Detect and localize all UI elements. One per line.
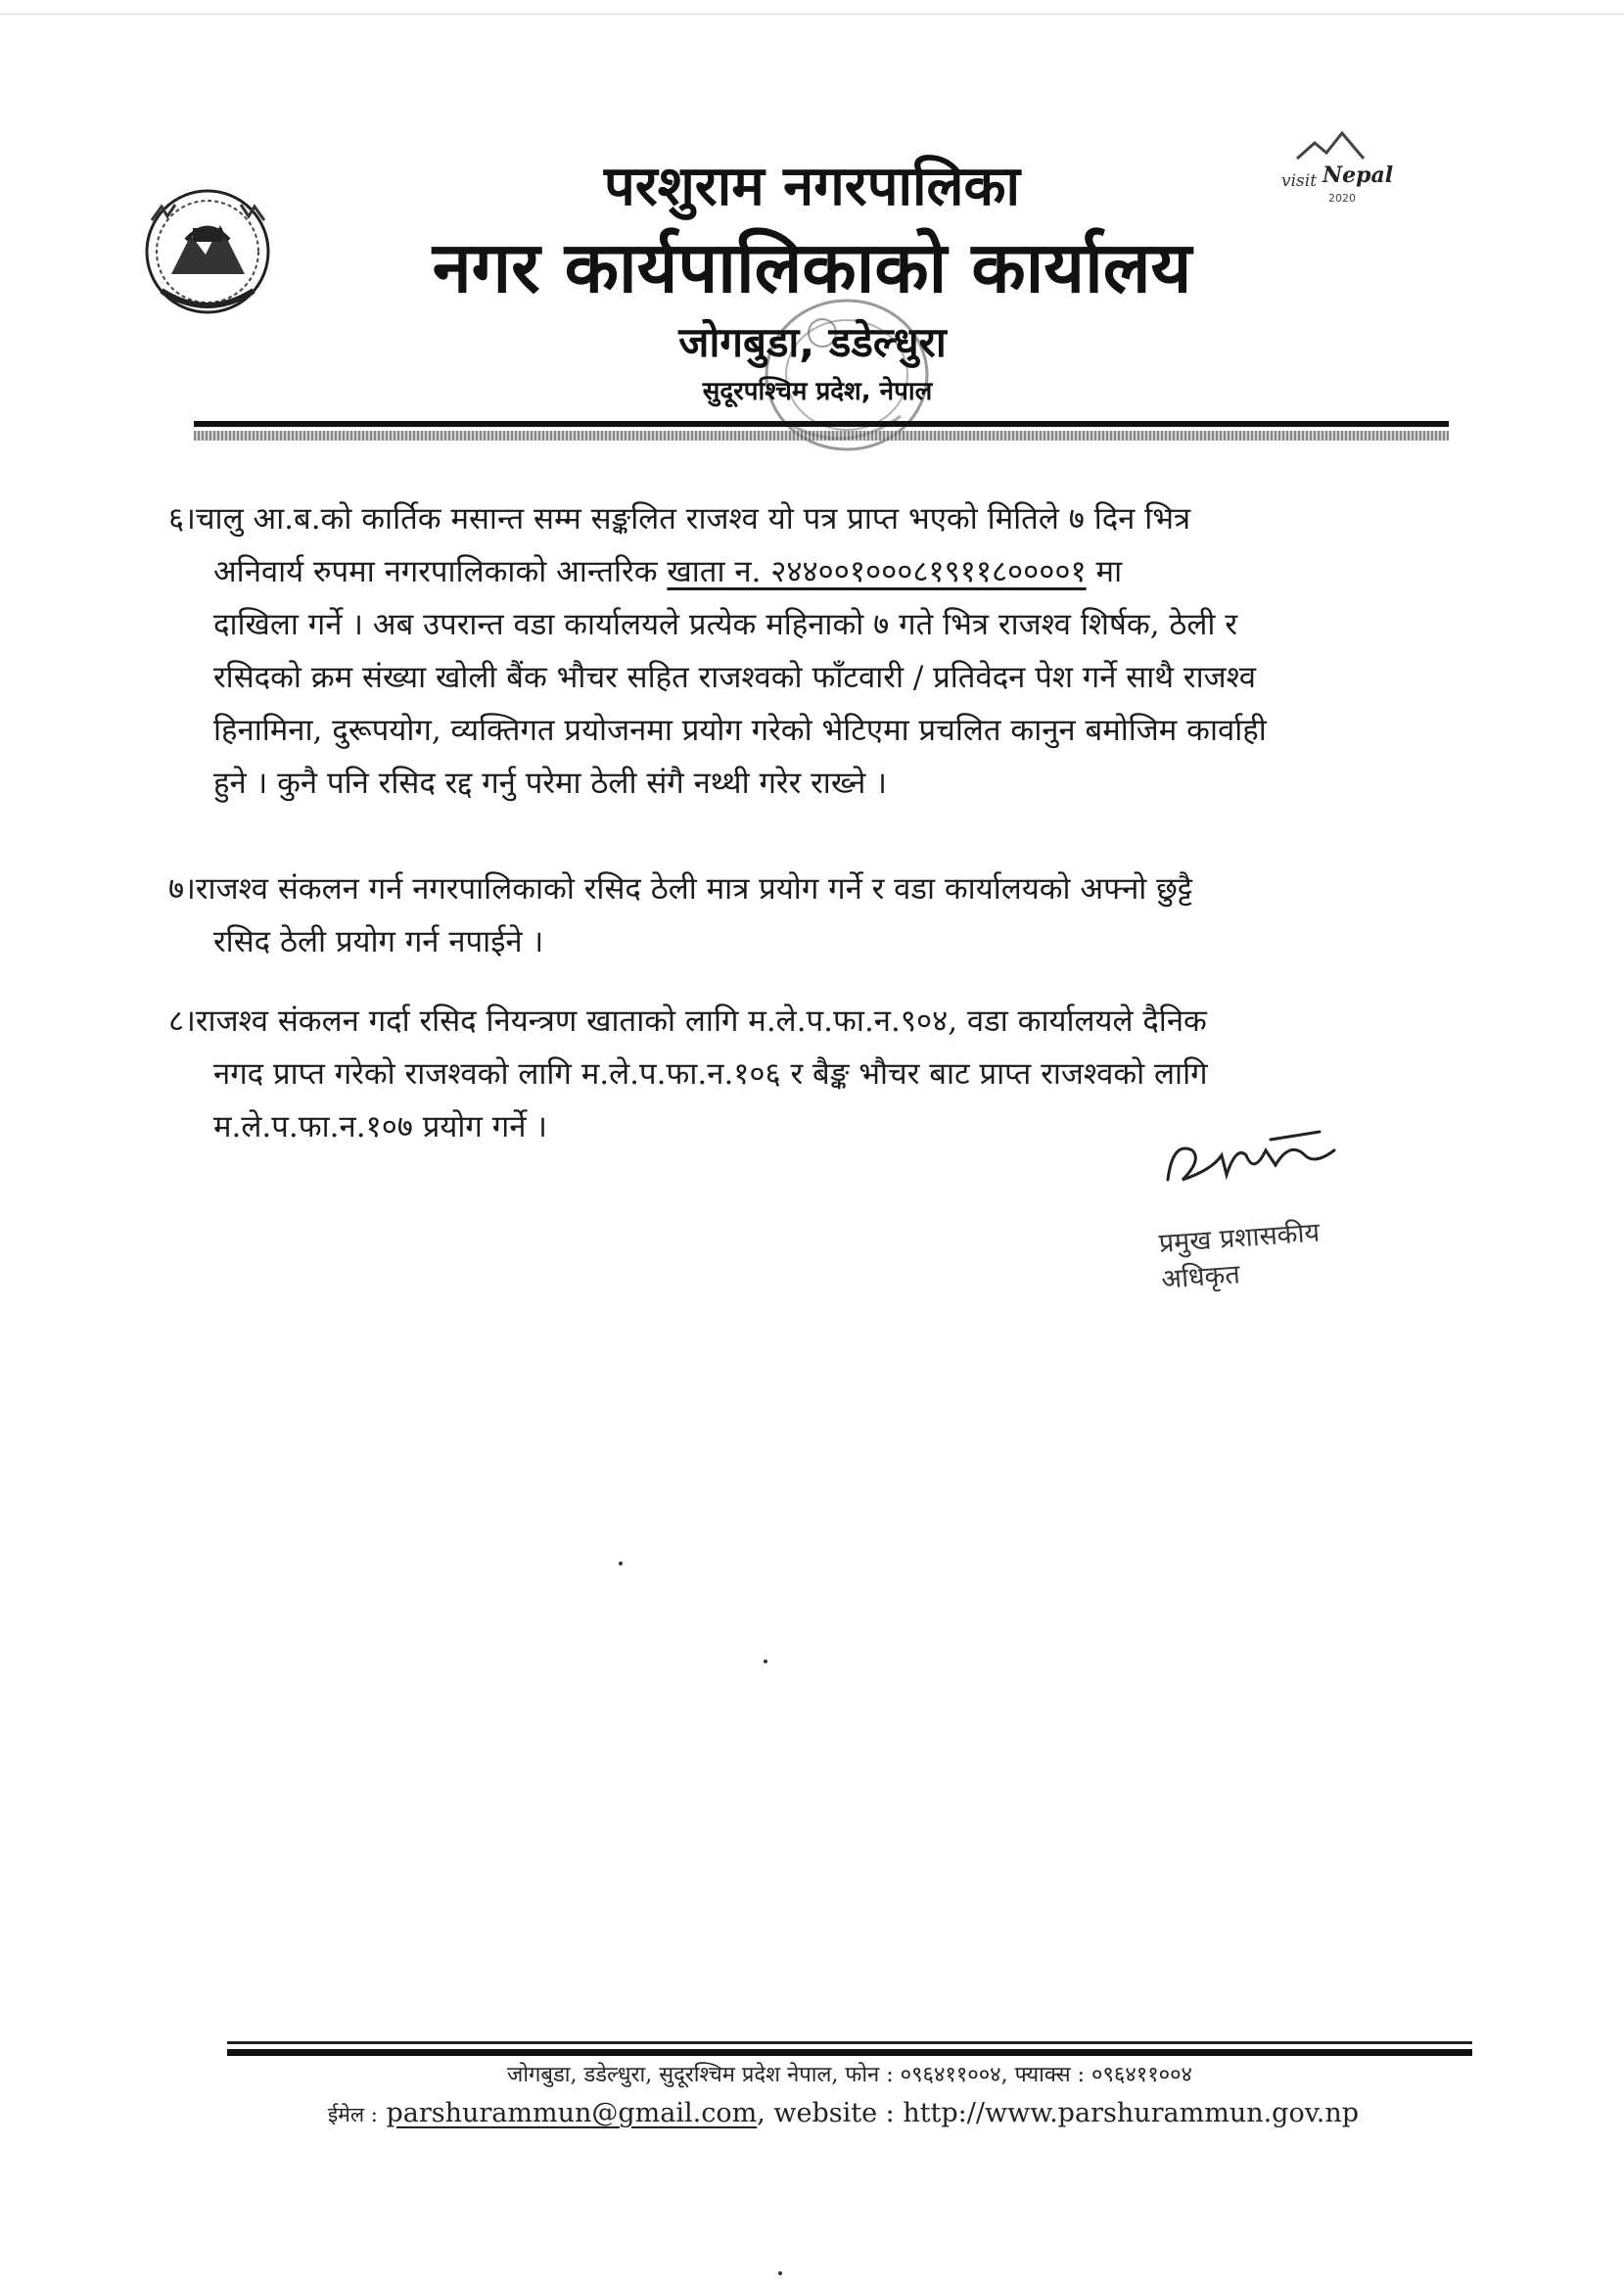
svg-text:2020: 2020 <box>1328 192 1356 205</box>
header-divider <box>194 421 1449 427</box>
page-top-edge <box>0 14 1624 15</box>
item-text-line: अनिवार्य रुपमा नगरपालिकाको आन्तरिक <box>213 554 668 589</box>
item-text-line: राजश्व संकलन गर्दा रसिद नियन्त्रण खाताको लागि म.ले.प.फा.न.९०४, वडा कार्यालयले दैनिक <box>195 1003 1207 1039</box>
item-number: ७। <box>168 871 196 907</box>
item-text-line: हिनामिना, दुरूपयोग, व्यक्तिगत प्रयोजनमा प्रयोग गरेको भेटिएमा प्रचलित कानुन बमोजिम कार्वाही <box>213 713 1267 748</box>
footer-divider-thick <box>227 2049 1472 2056</box>
svg-text:visit: visit <box>1281 171 1318 191</box>
svg-text:Nepal: Nepal <box>1322 163 1394 188</box>
list-item-6 <box>168 492 1451 810</box>
scan-speck <box>778 2271 782 2275</box>
organization-name: परशुराम नगरपालिका <box>604 155 1020 218</box>
website-link[interactable]: http://www.parshurammun.gov.np <box>903 2098 1360 2128</box>
header-divider-shadow <box>194 431 1449 441</box>
item-text-line: दाखिला गर्ने । अब उपरान्त वडा कार्यालयले प्रत्येक महिनाको ७ गते भित्र राजश्व शिर्षक, ठेली र <box>213 607 1237 642</box>
footer-divider <box>227 2041 1472 2044</box>
footer-address-phone: जोगबुडा, डडेल्धुरा, सुदूरश्चिम प्रदेश नेपाल, फोन : ०९६४११००४, फ्याक्स : ०९६४११००४ <box>507 2063 1192 2087</box>
scan-speck <box>764 1659 767 1663</box>
item-text-line: राजश्व संकलन गर्न नगरपालिकाको रसिद ठेली मात्र प्रयोग गर्ने र वडा कार्यालयको अफ्नो छुट्टै <box>195 871 1193 907</box>
email-label: ईमेल : <box>328 2103 378 2126</box>
item-text-line: म.ले.प.फा.न.१०७ प्रयोग गर्ने । <box>213 1109 547 1144</box>
item-text-line: रसिद ठेली प्रयोग गर्न नपाईने । <box>213 924 544 959</box>
item-number: ६। <box>168 501 196 537</box>
account-suffix: मा <box>1086 554 1123 589</box>
item-text-line: नगद प्राप्त गरेको राजश्वको लागि म.ले.प.फा.न.१०६ र बैङ्क भौचर बाट प्राप्त राजश्वको लागि <box>213 1056 1208 1092</box>
office-name: नगर कार्यपालिकाको कार्यालय <box>432 226 1192 308</box>
scan-speck <box>619 1562 623 1565</box>
handwritten-signature <box>1153 1126 1369 1199</box>
address-line-1: जोगबुडा, डडेल्धुरा <box>678 318 947 366</box>
signatory-title: प्रमुख प्रशासकीय अधिकृत <box>1157 1217 1322 1295</box>
item-text-line: चालु आ.ब.को कार्तिक मसान्त सम्म सङ्कलित राजश्व यो पत्र प्राप्त भएको मितिले ७ दिन भित्र <box>195 501 1191 537</box>
item-text-line: हुने । कुनै पनि रसिद रद्द गर्नु परेमा ठेली संगै नथ्थी गरेर राख्ने । <box>213 766 887 801</box>
list-item-7 <box>168 863 1451 968</box>
account-number: खाता न. २४४००१०००८१९११८००००१ <box>667 554 1087 589</box>
email-link[interactable]: parshurammun@gmail.com <box>386 2098 758 2128</box>
item-number: ८। <box>168 1003 196 1039</box>
address-line-2: सुदूरपश्चिम प्रदेश, नेपाल <box>702 377 933 406</box>
website-label: , website : <box>757 2098 904 2128</box>
footer-contact <box>328 2098 1359 2128</box>
item-text-line: रसिदको क्रम संख्या खोली बैंक भौचर सहित राजश्वको फाँटवारी / प्रतिवेदन पेश गर्ने साथै राजश्व <box>213 660 1257 695</box>
